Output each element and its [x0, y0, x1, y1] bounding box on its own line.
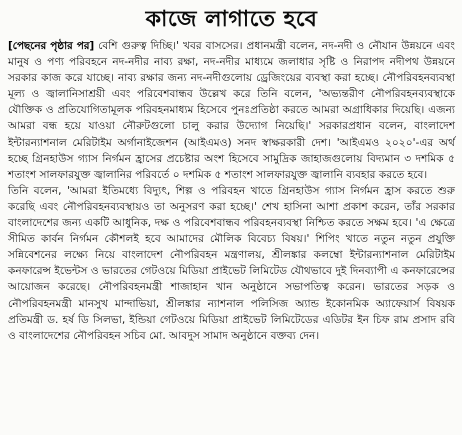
continued-from-back-page-kicker: [পেছনের পৃষ্ঠার পর]	[8, 40, 95, 52]
article-paragraph-2	[8, 183, 455, 344]
article-headline: কাজে লাগাতে হবে	[145, 7, 318, 32]
article-paragraph-1	[8, 38, 455, 183]
paragraph-text-2: তিনি বলেন, 'আমরা ইতিমধ্যে বিদ্যুৎ, শিল্প ও পরিবহন খাতে গ্রিনহাউস গ্যাস নির্গমন হ্রাস করতে শুরু করেছি এবং নৌপরিবহনব্যবস্থায়ও তা অনুসরণ করা হচ্ছে।' শেখ হাসিনা আশা প্রকাশ করেন, তাঁর সরকার বাংলাদেশের জন্য একটি আধুনিক, দক্ষ ও পরিবেশবান্ধব পরিবহনব্যবস্থা নিশ্চিত করতে সক্ষম হবে। 'এ ক্ষেত্রে সীমিত কার্বন নির্গমন কৌশলই হবে আমাদের মৌলিক বিবেচ্য বিষয়।' শিপিং খাতে নতুন নতুন প্রযুক্তি সন্নিবেশনের লক্ষ্যে নিয়ে বাংলাদেশ নৌপরিবহন মন্ত্রণালয়, শ্রীলঙ্কার কলম্বো ইন্টারন্যাশনাল মেরিটাইম কনফারেন্স ইভেন্টস ও ভারতের গেটওয়ে মিডিয়া প্রাইভেট লিমিটেড যৌথভাবে দুই দিনব্যাপী এ কনফারেন্সের আয়োজন করেছে। নৌপরিবহনমন্ত্রী শাজাহান খান অনুষ্ঠানে সভাপতিত্ব করেন। ভারতের সড়ক ও নৌপরিবহনমন্ত্রী মানসুখ মান্দাভিয়া, শ্রীলঙ্কার ন্যাশনাল পলিসিজ অ্যান্ড ইকোনমিক অ্যাফেয়ার্স বিষয়ক প্রতিমন্ত্রী ড. হর্ষ ডি সিলভা, ইন্ডিয়া গেটওয়ে মিডিয়া প্রাইভেট লিমিটেডের এডিটর ইন চিফ রাম প্রসাদ রবি ও বাংলাদেশের নৌপরিবহন সচিব মো. আবদুস সামাদ অনুষ্ঠানে বক্তব্য দেন।	[8, 184, 455, 342]
article-body	[8, 38, 455, 344]
paragraph-text-1: বেশি গুরুত্ব দিচ্ছি।' খবর বাসসের। প্রধানমন্ত্রী বলেন, নদ-নদী ও নৌযান উন্নয়নে এবং মানুষ ও পণ্য পরিবহনে নদ-নদীর নাব্য রক্ষা, নদ-নদীর মাধ্যমে জলাধার সৃষ্টি ও নিরাপদ নদীপথ উন্নয়নে সরকার কাজ করে যাচ্ছে। নাব্য রক্ষার জন্য নদ-নদীগুলোয় ড্রেজিংয়ের ব্যবস্থা করা হচ্ছে। নৌপরিবহনব্যবস্থা মূল্য ও জ্বালানিসাশ্রয়ী এবং পরিবেশবান্ধব উল্লেখ করে তিনি বলেন, 'অভ্যন্তরীণ নৌপরিবহনব্যবস্থাকে যৌক্তিক ও প্রতিযোগিতামূলক পরিবহনমাধ্যম হিসেবে পুনঃপ্রতিষ্ঠা করতে আমরা অগ্রাধিকার দিয়েছি। এজন্য আমরা বন্ধ হয়ে যাওয়া নৌরুটগুলো চালু করার উদ্যোগ নিয়েছি।' সরকারপ্রধান বলেন, বাংলাদেশ ইন্টারন্যাশনাল মেরিটাইম অর্গানাইজেশন (আইএমও) সনদ স্বাক্ষরকারী দেশ। 'আইএমও ২০২০'-এর অর্থ হচ্ছে গ্রিনহাউস গ্যাস নির্গমন হ্রাসের প্রচেষ্টার অংশ হিসেবে সামুদ্রিক জাহাজগুলোয় বিদ্যমান ৩ দশমিক ৫ শতাংশ সালফারযুক্ত জ্বালানির পরিবর্তে ০ দশমিক ৫ শতাংশ সালফারযুক্ত জ্বালানি ব্যবহার করতে হবে।	[8, 40, 455, 181]
